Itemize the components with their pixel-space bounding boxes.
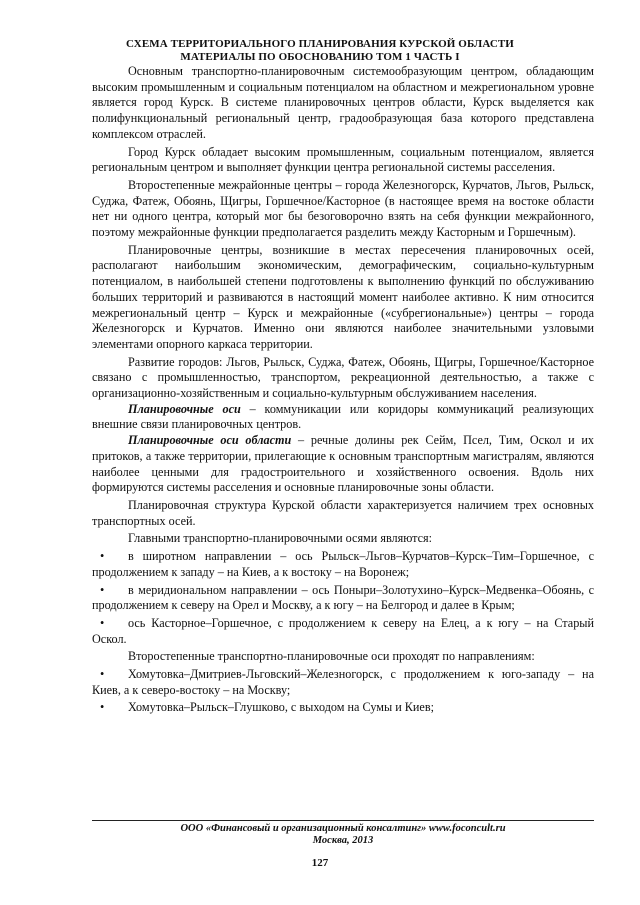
secondary-axis-text: Хомутовка–Рыльск–Глушково, с выходом на Сумы и Киев; bbox=[128, 700, 434, 715]
paragraph-secondary-axes-intro: Второстепенные транспортно-планировочные оси проходят по направлениям: bbox=[128, 649, 535, 664]
page-number: 127 bbox=[311, 857, 329, 869]
document-body bbox=[92, 64, 594, 716]
bullet-icon: • bbox=[100, 667, 105, 682]
paragraph-planning-axes-definition bbox=[92, 402, 594, 433]
bullet-icon: • bbox=[100, 700, 105, 715]
paragraph-main-axes-intro: Главными транспортно-планировочными осями являются: bbox=[128, 531, 433, 546]
secondary-axis-text: Хомутовка–Дмитриев-Льговский–Железногорск, с продолжением к юго-западу – на Киев, а к северо-востоку – на Москву; bbox=[92, 667, 594, 697]
paragraph-kursk-center: Основным транспортно-планировочным системообразующим центром, обладающим высоким промышленным и социальным потенциалом на областном и межрегиональном уровне является город Курск. В системе планировочных центров области, Курск выделяется как полифункциональный региональный центр, градообразующая база которого представлена комплексом отраслей. bbox=[92, 64, 594, 141]
definition-planning-axes: – коммуникации или коридоры коммуникаций реализующих внешние связи планировочных центров. bbox=[92, 401, 595, 432]
document-footer bbox=[92, 823, 594, 847]
paragraph-planning-centers: Планировочные центры, возникшие в местах пересечения планировочных осей, располагают наибольшим экономическим, демографическим, социально-культурным потенциалом, в наибольшей степени подготовлены к выполнению функций по обслуживанию больших территорий и развиваются в настоящий момент наиболее активно. К ним относится межрегиональный центр – Курск и межрайонные («субрегиональные») центры – города Железногорск и Курчатов. Именно они являются наиболее значительными узловыми элементами опорного каркаса территории. bbox=[92, 242, 594, 351]
bullet-icon: • bbox=[100, 615, 105, 630]
list-item bbox=[92, 549, 594, 580]
footer-company: ООО «Финансовый и организационный консалтинг» www.foconcult.ru bbox=[180, 823, 506, 834]
header-title-line1: СХЕМА ТЕРРИТОРИАЛЬНОГО ПЛАНИРОВАНИЯ КУРСКОЙ ОБЛАСТИ bbox=[126, 38, 514, 50]
list-item bbox=[92, 616, 594, 647]
term-region-axes: Планировочные оси области bbox=[128, 433, 292, 448]
term-planning-axes: Планировочные оси bbox=[128, 401, 241, 416]
definition-region-axes: – речные долины рек Сейм, Псел, Тим, Оскол и их притоков, а также территории, прилегающие к основным транспортным магистралям, являются наиболее ценными для градостроительного и хозяйственного освоения. Вдоль них формируются системы расселения и основные планировочные зоны области. bbox=[92, 433, 594, 495]
header-title-line2: МАТЕРИАЛЫ ПО ОБОСНОВАНИЮ ТОМ 1 ЧАСТЬ I bbox=[180, 51, 460, 63]
footer-divider bbox=[92, 820, 594, 821]
paragraph-secondary-centers: Второстепенные межрайонные центры – города Железногорск, Курчатов, Льгов, Рыльск, Суджа, Фатеж, Обоянь, Щигры, Горшечное/Касторное (в настоящее время на востоке области нет ни одного центра, который мог бы безоговорочно взять на себя функции межрайонного, поэтому межрайонные функции предполагается разделить между Касторным и Горшечным). bbox=[92, 177, 594, 240]
list-item bbox=[92, 667, 594, 698]
paragraph-kursk-potential: Город Курск обладает высоким промышленным, социальным потенциалом, является региональным центром и выполняет функции центра региональной системы расселения. bbox=[92, 144, 594, 175]
document-header bbox=[60, 38, 580, 64]
paragraph-region-axes-definition bbox=[92, 433, 594, 496]
main-axis-text: в широтном направлении – ось Рыльск–Льгов–Курчатов–Курск–Тим–Горшечное, с продолжением к западу – на Киев, а к востоку – на Воронеж; bbox=[92, 549, 594, 579]
list-item bbox=[92, 583, 594, 614]
list-item bbox=[92, 700, 594, 716]
bullet-icon: • bbox=[100, 549, 105, 564]
paragraph-structure: Планировочная структура Курской области характеризуется наличием трех основных транспортных осей. bbox=[92, 497, 594, 528]
main-axis-text: в меридиональном направлении – ось Поныри–Золотухино–Курск–Медвенка–Обоянь, с продолжением к северу на Орел и Москву, а к югу – на Белгород и далее в Крым; bbox=[92, 582, 594, 613]
paragraph-town-development: Развитие городов: Льгов, Рыльск, Суджа, Фатеж, Обоянь, Щигры, Горшечное/Касторное связано с промышленностью, транспортом, рекреационной деятельностью, а также с организационно-хозяйственным и социально-культурным обслуживанием населения. bbox=[92, 354, 594, 401]
footer-city-year: Москва, 2013 bbox=[312, 835, 374, 846]
main-axis-text: ось Касторное–Горшечное, с продолжением к северу на Елец, а к югу – на Старый Оскол. bbox=[92, 615, 594, 646]
bullet-icon: • bbox=[100, 582, 105, 597]
